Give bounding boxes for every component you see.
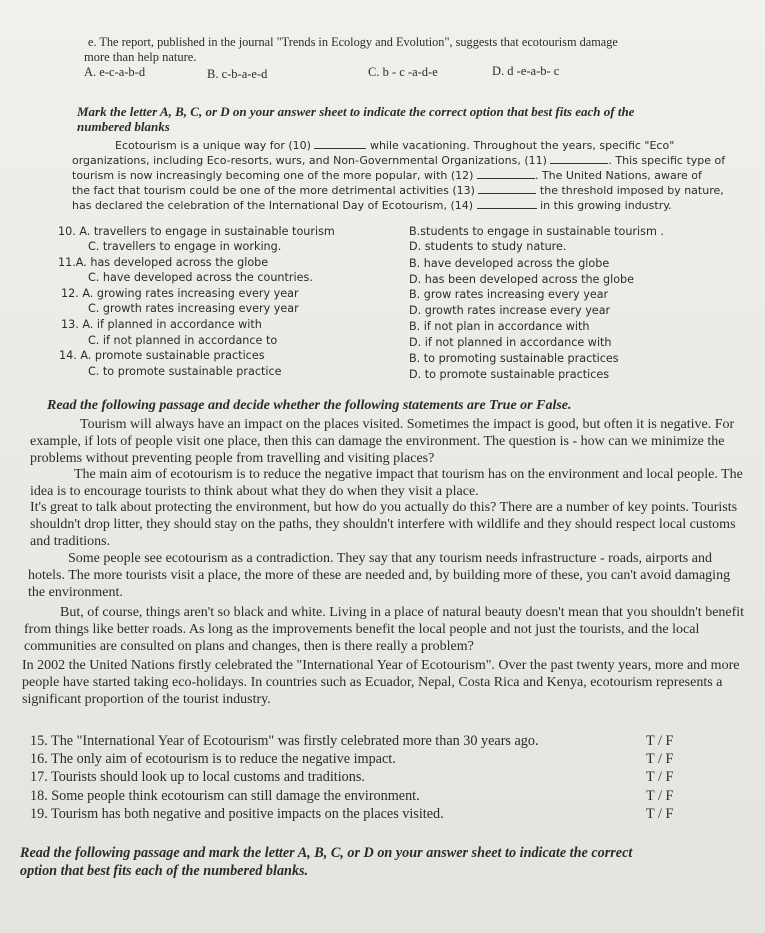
question-e-text-cont: more than help nature.: [84, 50, 197, 64]
question-e-option-d: D. d -e-a-b- c: [492, 64, 560, 78]
section2-instruction: Mark the letter A, B, C, or D on your answer sheet to indicate the correct option that best fits each of the: [77, 104, 635, 119]
blank-12[interactable]: [477, 178, 535, 179]
q11-option-b: B. have developed across the globe: [409, 257, 610, 270]
q13-option-a: 13. A. if planned in accordance with: [61, 318, 262, 331]
question-e-option-c: C. b - c -a-d-e: [368, 65, 438, 79]
q12-option-c: C. growth rates increasing every year: [88, 302, 299, 315]
passage-paragraph-3: It's great to talk about protecting the environment, but how do you actually do this? There are a number of key points. Tourists shouldn't drop litter, they should stay on the paths, they shouldn't interfere with wildlife and they should respect local customs and traditions.: [30, 500, 738, 550]
statement-16-true-false[interactable]: T / F: [646, 751, 674, 767]
statement-15-true-false[interactable]: T / F: [646, 733, 674, 749]
q10-option-d: D. students to study nature.: [409, 240, 567, 253]
cloze-line-1: Ecotourism is a unique way for (10) while vacationing. Throughout the years, specific "Eco": [115, 139, 675, 152]
q14-option-d: D. to promote sustainable practices: [409, 368, 610, 381]
statement-18-true-false[interactable]: T / F: [646, 788, 674, 804]
cloze-line-2: organizations, including Eco-resorts, wurs, and Non-Governmental Organizations, (11) . This specific type of: [72, 154, 726, 167]
statement-19: 19. Tourism has both negative and positive impacts on the places visited. T / F: [30, 806, 674, 822]
q13-option-c: C. if not planned in accordance to: [88, 334, 278, 347]
q14-option-b: B. to promoting sustainable practices: [409, 352, 619, 365]
question-e-option-b: B. c-b-a-e-d: [207, 67, 268, 81]
passage-paragraph-4: Some people see ecotourism as a contradiction. They say that any tourism needs infrastructure - roads, airports and hotels. The more tourists visit a place, the more of these are needed and, by building more of these, you can't avoid damaging the environment.: [28, 551, 731, 601]
q11-option-d: D. has been developed across the globe: [409, 273, 635, 286]
q14-option-c: C. to promote sustainable practice: [88, 365, 282, 378]
passage-paragraph-2: The main aim of ecotourism is to reduce the negative impact that tourism has on the environment and local people. The idea is to encourage tourists to think about what they do when they visit a place.: [30, 467, 743, 500]
question-e-text: e. The report, published in the journal "Trends in Ecology and Evolution", suggests that ecotourism damage: [88, 35, 618, 49]
cloze-line-5: has declared the celebration of the International Day of Ecotourism, (14) in this growing industry.: [72, 199, 672, 212]
q12-option-b: B. grow rates increasing every year: [409, 288, 609, 301]
question-e-option-a: A. e-c-a-b-d: [84, 65, 146, 79]
blank-10[interactable]: [314, 148, 366, 149]
statement-17-true-false[interactable]: T / F: [646, 769, 674, 785]
statement-18: 18. Some people think ecotourism can still damage the environment. T / F: [30, 788, 674, 804]
passage-paragraph-6: In 2002 the United Nations firstly celebrated the "International Year of Ecotourism". Over the past twenty years, more and more people have started taking eco-holidays. In countries such as Ecuador, Nepal, Costa Rica and Kenya, ecotourism represents a significant proportion of the tourist industry.: [22, 658, 740, 708]
cloze-line-4: the fact that tourism could be one of the more detrimental activities (13) the threshold imposed by nature,: [72, 184, 724, 197]
q12-option-a: 12. A. growing rates increasing every year: [61, 287, 299, 300]
q11-option-c: C. have developed across the countries.: [88, 271, 313, 284]
section3-instruction: Read the following passage and decide whether the following statements are True or False.: [47, 398, 572, 413]
q10-option-b: B.students to engage in sustainable tourism .: [409, 225, 664, 238]
q11-option-a: 11.A. has developed across the globe: [58, 256, 269, 269]
statement-17: 17. Tourists should look up to local customs and traditions. T / F: [30, 769, 674, 785]
q13-option-d: D. if not planned in accordance with: [409, 336, 612, 349]
q14-option-a: 14. A. promote sustainable practices: [59, 349, 265, 362]
q13-option-b: B. if not plan in accordance with: [409, 320, 590, 333]
blank-13[interactable]: [478, 193, 536, 194]
blank-11[interactable]: [550, 163, 608, 164]
passage-paragraph-5: But, of course, things aren't so black and white. Living in a place of natural beauty doesn't mean that you shouldn't benefit from things like better roads. As long as the improvements benefit the local people and not just the tourists, and the local communities are consulted on plans and changes, then is there really a problem?: [24, 605, 745, 655]
passage-paragraph-1: Tourism will always have an impact on the places visited. Sometimes the impact is good, but often it is negative. For example, if lots of people visit one place, then this can damage the environment. The question is - how can we minimize the problems without preventing people from travelling and visiting places?: [30, 417, 735, 467]
q12-option-d: D. growth rates increase every year: [409, 304, 611, 317]
cloze-line-3: tourism is now increasingly becoming one of the more popular, with (12) . The United Nations, aware of: [72, 169, 702, 182]
statement-16: 16. The only aim of ecotourism is to reduce the negative impact. T / F: [30, 751, 674, 767]
blank-14[interactable]: [477, 208, 537, 209]
q10-option-c: C. travellers to engage in working.: [88, 240, 282, 253]
statement-15: 15. The "International Year of Ecotourism" was firstly celebrated more than 30 years ago. T / F: [30, 733, 674, 749]
statement-19-true-false[interactable]: T / F: [646, 806, 674, 822]
section2-instruction-cont: numbered blanks: [77, 119, 170, 134]
section4-instruction-cont: option that best fits each of the numbered blanks.: [20, 863, 309, 879]
q10-option-a: 10. A. travellers to engage in sustainable tourism: [58, 225, 335, 238]
section4-instruction: Read the following passage and mark the letter A, B, C, or D on your answer sheet to indicate the correct: [20, 845, 633, 861]
